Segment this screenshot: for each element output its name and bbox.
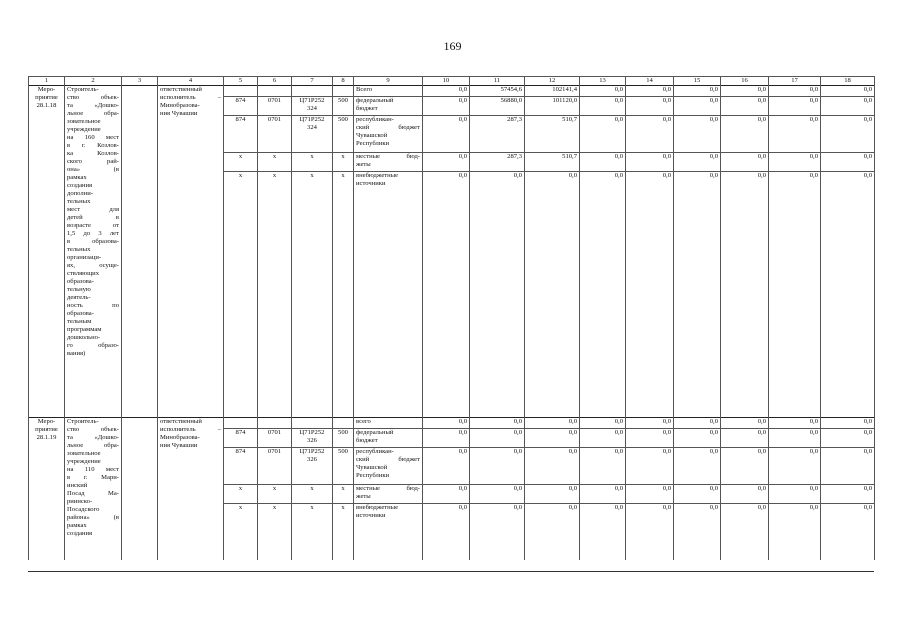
funding-source-cell <box>354 116 423 153</box>
value-cell: 0,0 <box>721 116 769 153</box>
column-number-18: 18 <box>821 77 875 86</box>
value-cell: 0,0 <box>769 97 821 116</box>
value-cell: 0,0 <box>721 153 769 172</box>
code-cell-c7: x <box>292 153 333 172</box>
funding-source-cell <box>354 504 423 560</box>
measure-description-cell <box>65 86 122 418</box>
value-cell: 0,0 <box>580 448 626 485</box>
value-cell: 0,0 <box>721 97 769 116</box>
description-line: района» (в <box>67 514 119 521</box>
measure-id-cell <box>29 418 65 560</box>
value-cell: 0,0 <box>721 418 769 429</box>
description-line: тельных <box>67 246 91 253</box>
description-line: возрасте от <box>67 222 119 229</box>
code-cell-c8: x <box>333 153 354 172</box>
value-cell: 510,7 <box>525 153 580 172</box>
value-cell: 0,0 <box>721 429 769 448</box>
code-cell-c6: x <box>258 172 292 418</box>
description-line: ство объек- <box>67 94 119 101</box>
value-cell: 0,0 <box>674 116 721 153</box>
description-line: образова- <box>67 278 94 285</box>
value-cell: 0,0 <box>626 86 674 97</box>
description-line: ство объек- <box>67 426 119 433</box>
code-cell-c8: x <box>333 172 354 418</box>
funding-source-line: федеральный <box>356 97 394 104</box>
description-line: ка Козлов- <box>67 150 119 157</box>
description-line: создания <box>67 182 93 189</box>
responsible-line: Минобразова- <box>160 434 200 441</box>
code-cell-c7 <box>292 418 333 429</box>
value-cell: 0,0 <box>580 172 626 418</box>
value-cell: 0,0 <box>580 97 626 116</box>
description-line: Посадского <box>67 506 100 513</box>
value-cell: 56880,0 <box>470 97 525 116</box>
description-line: создания <box>67 530 93 537</box>
value-cell: 0,0 <box>470 448 525 485</box>
description-line: зовательное <box>67 450 101 457</box>
value-cell: 0,0 <box>821 172 875 418</box>
description-line: она» (в <box>67 166 119 173</box>
funding-source-cell <box>354 418 423 429</box>
value-cell: 0,0 <box>580 153 626 172</box>
value-cell: 0,0 <box>525 172 580 418</box>
funding-source-cell <box>354 485 423 504</box>
column-number-13: 13 <box>580 77 626 86</box>
funding-source-cell <box>354 448 423 485</box>
column-number-6: 6 <box>258 77 292 86</box>
code-cell-c7: Ц71Р252 326 <box>292 429 333 448</box>
value-cell: 0,0 <box>821 429 875 448</box>
value-cell: 0,0 <box>470 429 525 448</box>
description-line: деятель- <box>67 294 91 301</box>
value-cell: 102141,4 <box>525 86 580 97</box>
code-cell-c7 <box>292 86 333 97</box>
column-number-9: 9 <box>354 77 423 86</box>
responsible-line: ния Чувашии <box>160 442 198 449</box>
responsible-line: ния Чувашии <box>160 110 198 117</box>
funding-source-line: Чувашской <box>356 132 388 139</box>
funding-source-line: ский бюджет <box>356 124 420 131</box>
value-cell: 0,0 <box>423 504 470 560</box>
value-cell: 0,0 <box>423 172 470 418</box>
funding-source-cell <box>354 429 423 448</box>
code-cell-c7: x <box>292 172 333 418</box>
value-cell: 0,0 <box>721 485 769 504</box>
description-line: тельных <box>67 198 91 205</box>
value-cell: 0,0 <box>769 429 821 448</box>
code-cell-c7: Ц71Р252 326 <box>292 448 333 485</box>
description-line: инский <box>67 482 88 489</box>
code-cell-c5: 874 <box>224 116 258 153</box>
value-cell: 0,0 <box>580 485 626 504</box>
value-cell: 0,0 <box>769 86 821 97</box>
value-cell: 0,0 <box>674 448 721 485</box>
value-cell: 0,0 <box>821 116 875 153</box>
value-cell: 0,0 <box>769 504 821 560</box>
value-cell: 0,0 <box>470 504 525 560</box>
description-line: детей в <box>67 214 119 221</box>
code-cell-c6: 0701 <box>258 448 292 485</box>
column-number-17: 17 <box>769 77 821 86</box>
budget-table <box>28 76 875 560</box>
measure-id-line: Меро- <box>37 86 56 93</box>
table-row <box>29 86 875 97</box>
description-line: льное обра- <box>67 110 119 117</box>
value-cell: 0,0 <box>626 418 674 429</box>
funding-source-line: жеты <box>356 161 371 168</box>
funding-source-line: республикан- <box>356 116 394 123</box>
value-cell: 287,3 <box>470 153 525 172</box>
funding-source-line: жеты <box>356 493 371 500</box>
value-cell: 0,0 <box>580 418 626 429</box>
measure-col3-cell <box>122 418 158 560</box>
value-cell: 0,0 <box>769 172 821 418</box>
code-cell-c8: 500 <box>333 448 354 485</box>
value-cell: 287,3 <box>470 116 525 153</box>
value-cell: 101120,0 <box>525 97 580 116</box>
code-cell-c7: x <box>292 485 333 504</box>
description-line: вания) <box>67 350 86 357</box>
funding-source-line: Всего <box>356 86 373 93</box>
value-cell: 0,0 <box>674 97 721 116</box>
column-number-7: 7 <box>292 77 333 86</box>
description-line: ность по <box>67 302 119 309</box>
value-cell: 0,0 <box>470 485 525 504</box>
column-number-row <box>29 77 875 86</box>
value-cell: 0,0 <box>821 86 875 97</box>
value-cell: 0,0 <box>626 153 674 172</box>
value-cell: 0,0 <box>423 448 470 485</box>
funding-source-line: Чувашской <box>356 464 388 471</box>
responsible-line: ответственный <box>160 86 202 93</box>
funding-source-line: Республики <box>356 472 390 479</box>
code-cell-c8: 500 <box>333 429 354 448</box>
page-number: 169 <box>443 39 462 53</box>
code-cell-c5: x <box>224 485 258 504</box>
value-cell: 0,0 <box>423 86 470 97</box>
value-cell: 0,0 <box>423 97 470 116</box>
code-cell-c5 <box>224 418 258 429</box>
column-number-16: 16 <box>721 77 769 86</box>
column-number-3: 3 <box>122 77 158 86</box>
funding-source-line: местные бюд- <box>356 485 420 492</box>
funding-source-cell <box>354 153 423 172</box>
value-cell: 0,0 <box>721 172 769 418</box>
code-cell-c7: Ц71Р252 324 <box>292 97 333 116</box>
code-cell-c8: x <box>333 485 354 504</box>
value-cell: 0,0 <box>626 448 674 485</box>
code-cell-c6 <box>258 86 292 97</box>
description-line: на 110 мест <box>67 466 119 473</box>
value-cell: 0,0 <box>674 172 721 418</box>
value-cell: 0,0 <box>580 504 626 560</box>
funding-source-line: местные бюд- <box>356 153 420 160</box>
value-cell: 0,0 <box>674 86 721 97</box>
value-cell: 0,0 <box>626 97 674 116</box>
responsible-line: исполнитель – <box>160 94 221 101</box>
column-number-1: 1 <box>29 77 65 86</box>
code-cell-c5: x <box>224 172 258 418</box>
description-line: та «Дошко- <box>67 102 119 109</box>
responsible-line: ответственный <box>160 418 202 425</box>
code-cell-c6: x <box>258 153 292 172</box>
code-cell-c5: x <box>224 153 258 172</box>
description-line: ях, осуще- <box>67 262 119 269</box>
measure-id-line: Меро- <box>37 418 56 425</box>
measure-id-line: 28.1.19 <box>36 434 57 441</box>
code-cell-c6 <box>258 418 292 429</box>
value-cell: 0,0 <box>525 429 580 448</box>
value-cell: 0,0 <box>525 448 580 485</box>
funding-source-line: внебюджетные <box>356 172 399 179</box>
description-line: рамках <box>67 522 87 529</box>
value-cell: 0,0 <box>821 97 875 116</box>
value-cell: 0,0 <box>580 86 626 97</box>
funding-source-line: источники <box>356 512 386 519</box>
code-cell-c8: x <box>333 504 354 560</box>
description-line: тельную <box>67 286 91 293</box>
responsible-line: исполнитель – <box>160 426 221 433</box>
value-cell: 0,0 <box>721 504 769 560</box>
description-line: льное обра- <box>67 442 119 449</box>
description-line: образова- <box>67 310 94 317</box>
measure-col3-cell <box>122 86 158 418</box>
value-cell: 0,0 <box>525 485 580 504</box>
value-cell: 57454,6 <box>470 86 525 97</box>
description-line: мест для <box>67 206 119 213</box>
value-cell: 0,0 <box>580 429 626 448</box>
table-row <box>29 418 875 429</box>
funding-source-cell <box>354 86 423 97</box>
description-line: организаци- <box>67 254 102 261</box>
responsible-line: Минобразова- <box>160 102 200 109</box>
measure-id-cell <box>29 86 65 418</box>
code-cell-c6: 0701 <box>258 116 292 153</box>
code-cell-c5: 874 <box>224 448 258 485</box>
table-bottom-border <box>28 571 874 572</box>
value-cell: 0,0 <box>821 504 875 560</box>
column-number-11: 11 <box>470 77 525 86</box>
value-cell: 0,0 <box>423 116 470 153</box>
code-cell-c5: 874 <box>224 97 258 116</box>
value-cell: 0,0 <box>626 116 674 153</box>
funding-source-line: бюджет <box>356 105 378 112</box>
value-cell: 0,0 <box>423 153 470 172</box>
description-line: ствляющих <box>67 270 99 277</box>
funding-source-line: бюджет <box>356 437 378 444</box>
measure-id-line: приятие <box>35 426 58 433</box>
description-line: Посад Ма- <box>67 490 119 497</box>
value-cell: 0,0 <box>674 429 721 448</box>
code-cell-c5 <box>224 86 258 97</box>
description-line: го образо- <box>67 342 119 349</box>
funding-source-cell <box>354 172 423 418</box>
code-cell-c8 <box>333 86 354 97</box>
measure-id-line: 28.1.18 <box>36 102 57 109</box>
description-line: ского рай- <box>67 158 119 165</box>
description-line: тельным <box>67 318 92 325</box>
code-cell-c5: x <box>224 504 258 560</box>
responsible-cell <box>158 418 224 560</box>
responsible-cell <box>158 86 224 418</box>
column-number-2: 2 <box>65 77 122 86</box>
column-number-14: 14 <box>626 77 674 86</box>
description-line: Строитель- <box>67 86 99 93</box>
funding-source-line: всего <box>356 418 371 425</box>
description-line: Строитель- <box>67 418 99 425</box>
description-line: программам <box>67 326 102 333</box>
funding-source-line: федеральный <box>356 429 394 436</box>
funding-source-line: источники <box>356 180 386 187</box>
description-line: дошкольно- <box>67 334 101 341</box>
description-line: зовательное <box>67 118 101 125</box>
description-line: рамках <box>67 174 87 181</box>
description-line: на 160 мест <box>67 134 119 141</box>
value-cell: 0,0 <box>674 504 721 560</box>
value-cell: 0,0 <box>821 153 875 172</box>
measure-id-line: приятие <box>35 94 58 101</box>
value-cell: 0,0 <box>423 429 470 448</box>
value-cell: 0,0 <box>821 448 875 485</box>
value-cell: 0,0 <box>470 172 525 418</box>
column-number-12: 12 <box>525 77 580 86</box>
value-cell: 0,0 <box>626 429 674 448</box>
value-cell: 0,0 <box>580 116 626 153</box>
value-cell: 0,0 <box>674 485 721 504</box>
description-line: в образова- <box>67 238 119 245</box>
value-cell: 0,0 <box>821 485 875 504</box>
value-cell: 0,0 <box>525 504 580 560</box>
code-cell-c6: 0701 <box>258 97 292 116</box>
code-cell-c7: Ц71Р252 324 <box>292 116 333 153</box>
description-line: в г. Мари- <box>67 474 119 481</box>
value-cell: 0,0 <box>821 418 875 429</box>
value-cell: 0,0 <box>769 418 821 429</box>
column-number-4: 4 <box>158 77 224 86</box>
value-cell: 0,0 <box>769 153 821 172</box>
column-number-5: 5 <box>224 77 258 86</box>
code-cell-c8: 500 <box>333 116 354 153</box>
value-cell: 0,0 <box>769 485 821 504</box>
column-number-15: 15 <box>674 77 721 86</box>
value-cell: 0,0 <box>674 418 721 429</box>
code-cell-c8: 500 <box>333 97 354 116</box>
code-cell-c5: 874 <box>224 429 258 448</box>
value-cell: 0,0 <box>769 116 821 153</box>
value-cell: 0,0 <box>423 485 470 504</box>
value-cell: 0,0 <box>626 504 674 560</box>
value-cell: 0,0 <box>525 418 580 429</box>
code-cell-c6: 0701 <box>258 429 292 448</box>
value-cell: 0,0 <box>769 448 821 485</box>
description-line: в г. Козлов- <box>67 142 119 149</box>
description-line: дополни- <box>67 190 93 197</box>
funding-source-line: внебюджетные <box>356 504 399 511</box>
value-cell: 0,0 <box>626 485 674 504</box>
column-number-8: 8 <box>333 77 354 86</box>
funding-source-line: Республики <box>356 140 390 147</box>
funding-source-line: республикан- <box>356 448 394 455</box>
value-cell: 0,0 <box>626 172 674 418</box>
funding-source-cell <box>354 97 423 116</box>
value-cell: 0,0 <box>470 418 525 429</box>
description-line: та «Дошко- <box>67 434 119 441</box>
value-cell: 510,7 <box>525 116 580 153</box>
description-line: учреждение <box>67 458 101 465</box>
value-cell: 0,0 <box>423 418 470 429</box>
column-number-10: 10 <box>423 77 470 86</box>
value-cell: 0,0 <box>721 86 769 97</box>
description-line: учреждение <box>67 126 101 133</box>
code-cell-c6: x <box>258 504 292 560</box>
description-line: риинско- <box>67 498 93 505</box>
value-cell: 0,0 <box>721 448 769 485</box>
description-line: 1,5 до 3 лет <box>67 230 119 237</box>
funding-source-line: ский бюджет <box>356 456 420 463</box>
measure-description-cell <box>65 418 122 560</box>
code-cell-c6: x <box>258 485 292 504</box>
code-cell-c7: x <box>292 504 333 560</box>
code-cell-c8 <box>333 418 354 429</box>
value-cell: 0,0 <box>674 153 721 172</box>
